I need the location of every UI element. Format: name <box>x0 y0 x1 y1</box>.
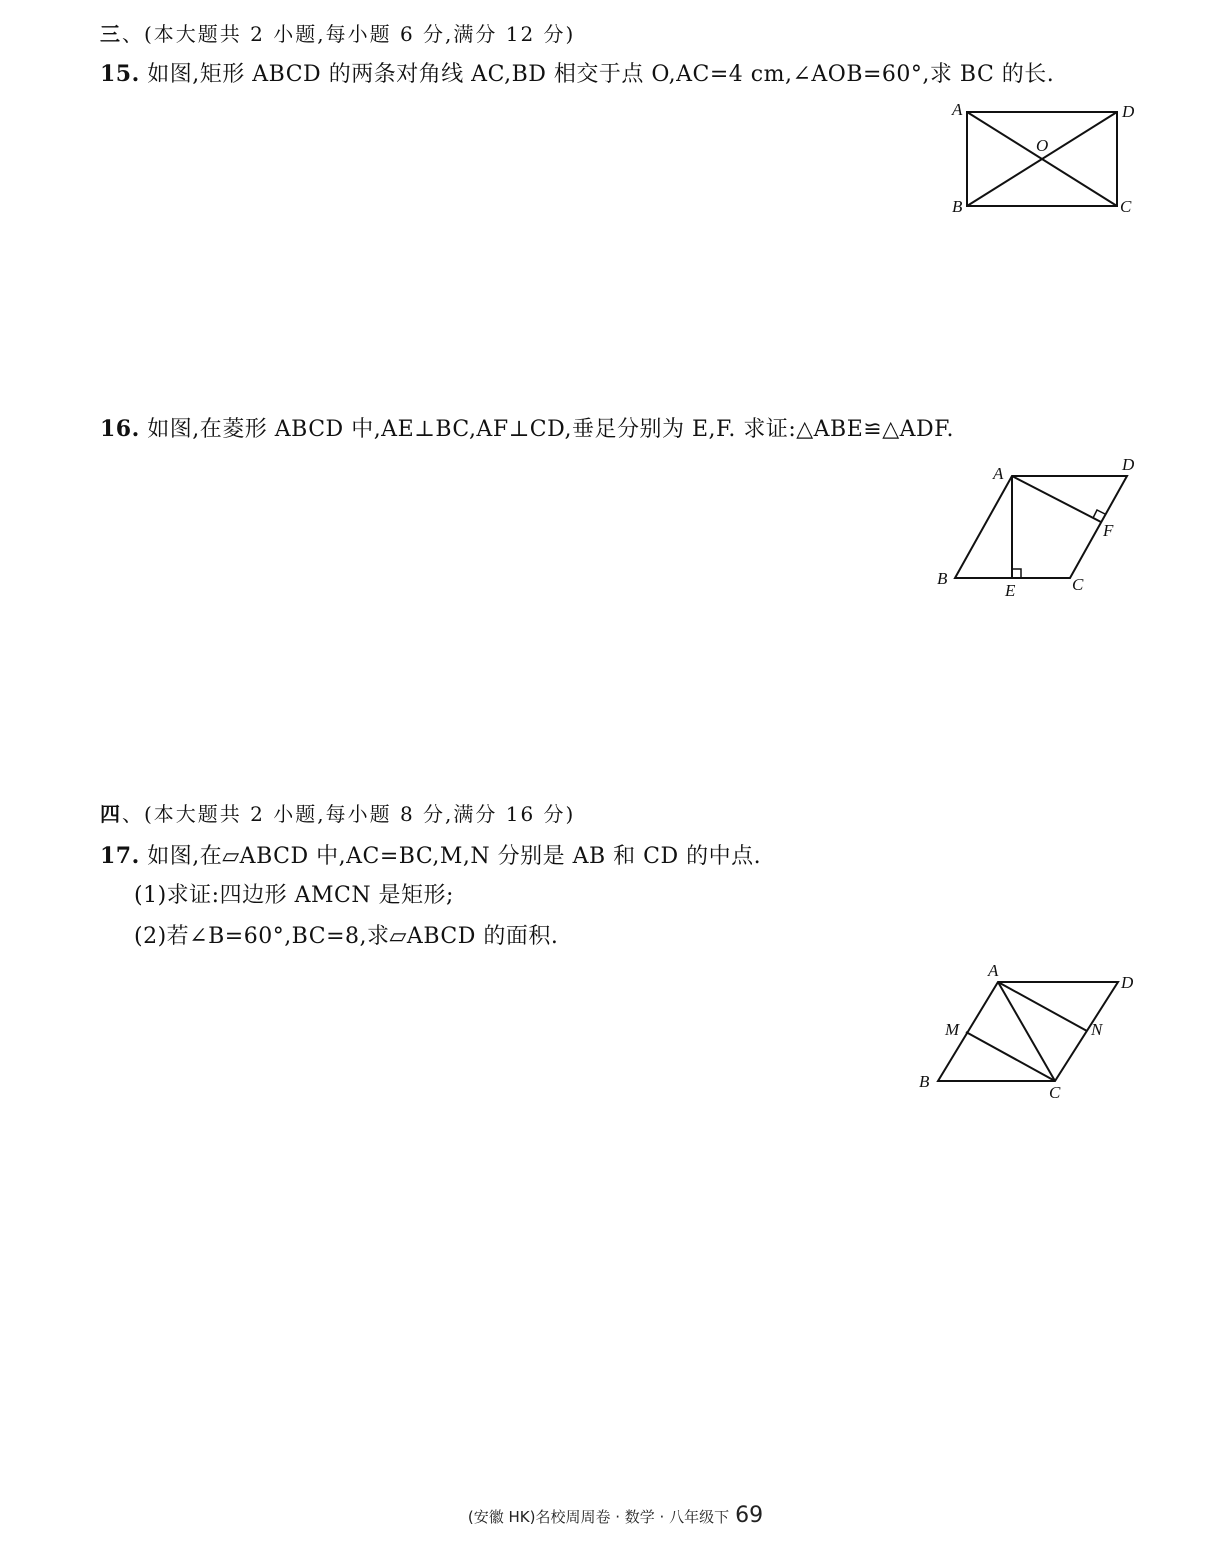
question-number: 16. <box>100 416 140 442</box>
page-number: 69 <box>735 1503 764 1528</box>
parallelogram-figure <box>910 960 1150 1100</box>
right-angle-mark-e <box>1012 569 1021 578</box>
question-16 <box>100 415 954 444</box>
label-e: E <box>1005 581 1016 600</box>
label-c: C <box>1072 575 1084 594</box>
question-15 <box>100 60 1054 89</box>
question-number: 17. <box>100 843 140 869</box>
label-c: C <box>1120 197 1132 216</box>
page-footer <box>0 1503 1231 1528</box>
rectangle-figure <box>945 98 1145 223</box>
label-f: F <box>1103 521 1114 540</box>
label-a: A <box>988 961 999 980</box>
label-o: O <box>1036 136 1049 155</box>
section-heading-3 <box>100 20 575 48</box>
footer-text: (安徽 HK)名校周周卷 · 数学 · 八年级下 <box>467 1508 730 1526</box>
label-a: A <box>993 464 1004 483</box>
question-text: 如图,矩形 ABCD 的两条对角线 AC,BD 相交于点 O,AC=4 cm,∠AOB=60°,求 BC 的长. <box>139 62 1055 87</box>
label-m: M <box>945 1020 960 1039</box>
label-b: B <box>919 1072 930 1091</box>
section-description: 、(本大题共 2 小题,每小题 6 分,满分 12 分) <box>122 22 576 46</box>
rhombus-figure <box>930 452 1150 602</box>
question-17 <box>100 842 761 871</box>
question-17-part-2: (2)若∠B=60°,BC=8,求▱ABCD 的面积. <box>134 924 559 949</box>
section-heading-4 <box>100 800 575 828</box>
segment-af <box>1012 476 1101 522</box>
question-text: 如图,在菱形 ABCD 中,AE⊥BC,AF⊥CD,垂足分别为 E,F. 求证:△ABE≌△ADF. <box>139 417 954 442</box>
question-number: 15. <box>100 61 140 87</box>
label-n: N <box>1091 1020 1103 1039</box>
label-d: D <box>1121 973 1134 992</box>
label-b: B <box>937 569 948 588</box>
section-description: 、(本大题共 2 小题,每小题 8 分,满分 16 分) <box>122 802 576 826</box>
label-d: D <box>1122 102 1135 121</box>
label-d: D <box>1122 455 1135 474</box>
label-b: B <box>952 197 963 216</box>
label-a: A <box>952 100 963 119</box>
section-number: 三 <box>100 22 122 46</box>
label-c: C <box>1049 1083 1061 1102</box>
section-number: 四 <box>100 802 122 826</box>
question-17-part-1: (1)求证:四边形 AMCN 是矩形; <box>134 883 454 908</box>
question-text: 如图,在▱ABCD 中,AC=BC,M,N 分别是 AB 和 CD 的中点. <box>139 844 762 869</box>
